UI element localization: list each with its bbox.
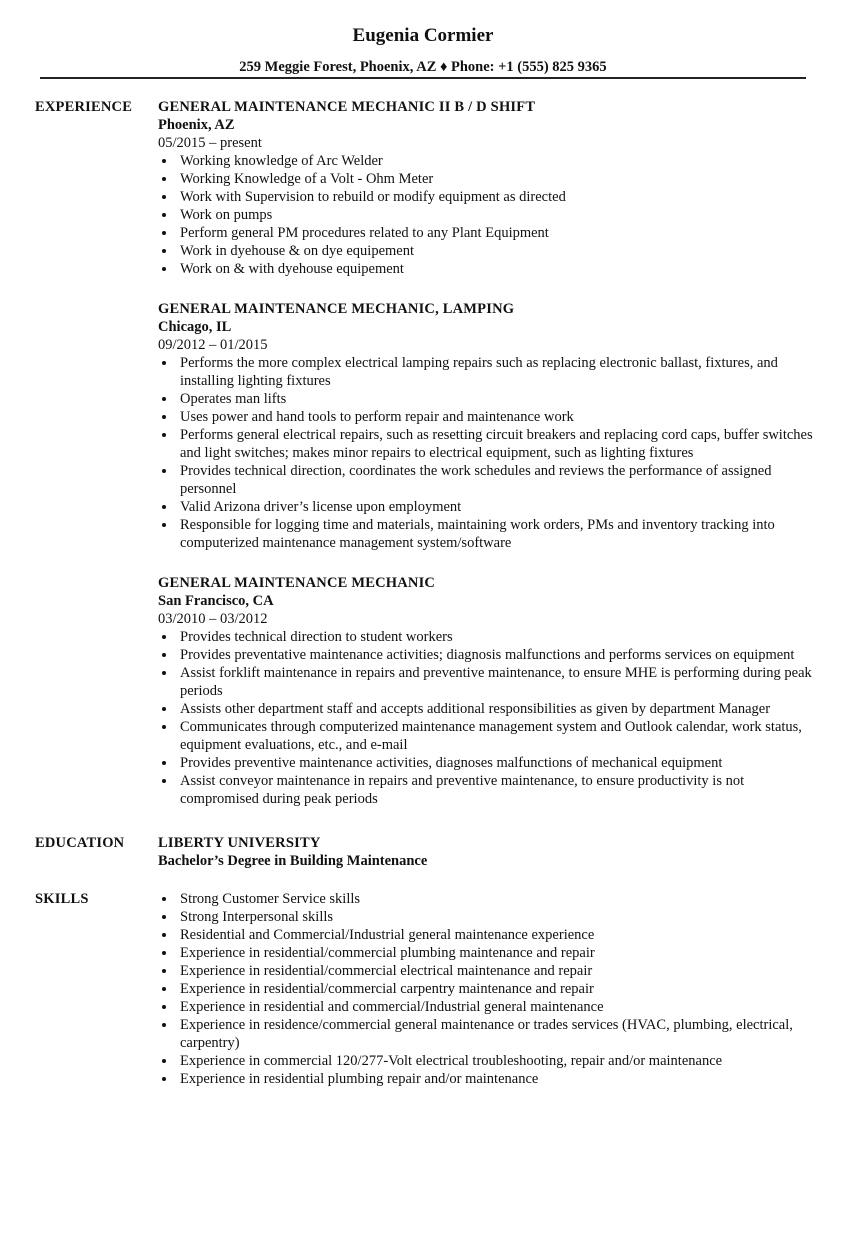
list-item: Uses power and hand tools to perform repair and maintenance work [158, 408, 818, 426]
list-item: Work on & with dyehouse equipement [158, 260, 818, 278]
job-title: GENERAL MAINTENANCE MECHANIC II B / D SHIFT [158, 99, 536, 115]
list-item: Working knowledge of Arc Welder [158, 152, 818, 170]
school-name: LIBERTY UNIVERSITY [158, 835, 321, 851]
list-item: Residential and Commercial/Industrial general maintenance experience [158, 926, 818, 944]
education-entry [158, 834, 818, 870]
list-item: Performs the more complex electrical lamping repairs such as replacing electronic ballast, fixtures, and installing lighting fixtures [158, 354, 818, 390]
list-item: Provides technical direction to student workers [158, 628, 818, 646]
list-item: Perform general PM procedures related to any Plant Equipment [158, 224, 818, 242]
job-entry [158, 300, 818, 552]
list-item: Work with Supervision to rebuild or modify equipment as directed [158, 188, 818, 206]
job-dates: 03/2010 – 03/2012 [158, 611, 268, 627]
job-dates: 05/2015 – present [158, 135, 262, 151]
list-item: Strong Interpersonal skills [158, 908, 818, 926]
list-item: Assist forklift maintenance in repairs and preventive maintenance, to ensure MHE is performing during peak periods [158, 664, 818, 700]
list-item: Strong Customer Service skills [158, 890, 818, 908]
job-location: San Francisco, CA [158, 593, 274, 609]
job-dates: 09/2012 – 01/2015 [158, 337, 268, 353]
list-item: Operates man lifts [158, 390, 818, 408]
candidate-name: Eugenia Cormier [352, 25, 494, 46]
list-item: Experience in residential and commercial/Industrial general maintenance [158, 998, 818, 1016]
list-item: Work on pumps [158, 206, 818, 224]
list-item: Experience in residential/commercial carpentry maintenance and repair [158, 980, 818, 998]
list-item: Work in dyehouse & on dye equipement [158, 242, 818, 260]
list-item: Experience in commercial 120/277-Volt electrical troubleshooting, repair and/or maintenance [158, 1052, 818, 1070]
list-item: Working Knowledge of a Volt - Ohm Meter [158, 170, 818, 188]
skills-list [158, 890, 818, 1088]
list-item: Provides preventative maintenance activities; diagnosis malfunctions and performs services on equipment [158, 646, 818, 664]
list-item: Provides technical direction, coordinates the work schedules and reviews the performance of assigned personnel [158, 462, 818, 498]
list-item: Experience in residential/commercial electrical maintenance and repair [158, 962, 818, 980]
list-item: Assist conveyor maintenance in repairs and preventive maintenance, to ensure productivity is not compromised during peak periods [158, 772, 818, 808]
experience-heading: EXPERIENCE [35, 99, 133, 115]
job-entry [158, 574, 818, 808]
list-item: Responsible for logging time and materials, maintaining work orders, PMs and inventory tracking into computerized maintenance management system/software [158, 516, 818, 552]
job-duties [158, 354, 818, 552]
job-duties [158, 628, 818, 808]
job-duties [158, 152, 818, 278]
job-location: Chicago, IL [158, 319, 232, 335]
list-item: Performs general electrical repairs, such as resetting circuit breakers and replacing cord caps, buffer switches and light switches; makes minor repairs to electrical equipment, such as lighting fixtures [158, 426, 818, 462]
list-item: Communicates through computerized maintenance management system and Outlook calendar, work status, equipment evaluations, etc., and e-mail [158, 718, 818, 754]
header-divider [40, 77, 806, 79]
education-heading: EDUCATION [35, 835, 125, 851]
list-item: Valid Arizona driver’s license upon employment [158, 498, 818, 516]
degree-name: Bachelor’s Degree in Building Maintenance [158, 853, 428, 869]
job-location: Phoenix, AZ [158, 117, 235, 133]
skills-heading: SKILLS [35, 891, 89, 907]
contact-line: 259 Meggie Forest, Phoenix, AZ ♦ Phone: +1 (555) 825 9365 [239, 59, 607, 75]
job-title: GENERAL MAINTENANCE MECHANIC [158, 575, 436, 591]
list-item: Experience in residential/commercial plumbing maintenance and repair [158, 944, 818, 962]
list-item: Provides preventive maintenance activities, diagnoses malfunctions of mechanical equipment [158, 754, 818, 772]
list-item: Experience in residential plumbing repair and/or maintenance [158, 1070, 818, 1088]
skills-list-wrapper [158, 890, 818, 1088]
list-item: Assists other department staff and accepts additional responsibilities as given by department Manager [158, 700, 818, 718]
job-entry [158, 98, 818, 278]
job-title: GENERAL MAINTENANCE MECHANIC, LAMPING [158, 301, 515, 317]
list-item: Experience in residence/commercial general maintenance or trades services (HVAC, plumbing, electrical, carpentry) [158, 1016, 818, 1052]
